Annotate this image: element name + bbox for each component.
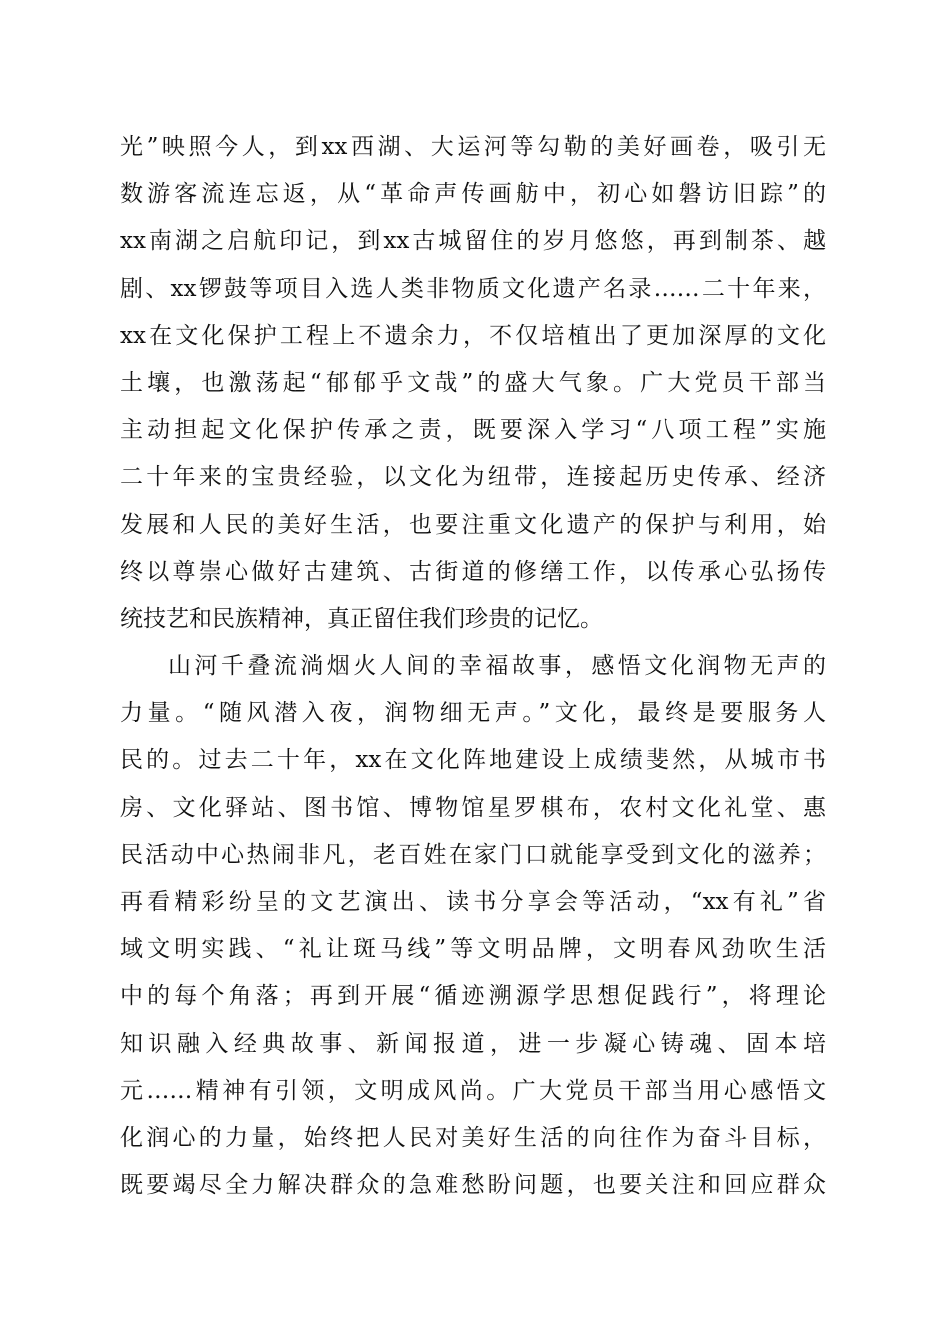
text-line: 域文明实践、“礼让斑马线”等文明品牌，文明春风劲吹生活 bbox=[120, 936, 826, 963]
text-line: 知识融入经典故事、新闻报道，进一步凝心铸魂、固本培 bbox=[120, 1030, 826, 1057]
text-line: 既要竭尽全力解决群众的急难愁盼问题，也要关注和回应群众 bbox=[120, 1172, 826, 1199]
text-line: 力量。“随风潜入夜，润物细无声。”文化，最终是要服务人 bbox=[120, 700, 826, 727]
text-line: xx南湖之启航印记，到xx古城留住的岁月悠悠，再到制茶、越 bbox=[120, 228, 826, 255]
text-line: 终以尊崇心做好古建筑、古街道的修缮工作，以传承心弘扬传 bbox=[120, 558, 826, 585]
text-line: 化润心的力量，始终把人民对美好生活的向往作为奋斗目标， bbox=[120, 1124, 826, 1151]
text-line: 民的。过去二十年，xx在文化阵地建设上成绩斐然，从城市书 bbox=[120, 747, 826, 774]
text-line: 元……精神有引领，文明成风尚。广大党员干部当用心感悟文 bbox=[120, 1077, 826, 1104]
paragraph-start-line: 山河千叠流淌烟火人间的幸福故事，感悟文化润物无声的 bbox=[168, 653, 826, 680]
text-line: 主动担起文化保护传承之责，既要深入学习“八项工程”实施 bbox=[120, 417, 826, 444]
text-line: 再看精彩纷呈的文艺演出、读书分享会等活动，“xx有礼”省 bbox=[120, 889, 826, 915]
text-line: 光”映照今人，到xx西湖、大运河等勾勒的美好画卷，吸引无 bbox=[120, 134, 826, 160]
text-line: 剧、xx锣鼓等项目入选人类非物质文化遗产名录……二十年来， bbox=[120, 275, 826, 302]
text-line: 房、文化驿站、图书馆、博物馆星罗棋布，农村文化礼堂、惠 bbox=[120, 794, 826, 821]
text-line: 土壤，也激荡起“郁郁乎文哉”的盛大气象。广大党员干部当 bbox=[120, 369, 826, 396]
text-line: xx在文化保护工程上不遗余力，不仅培植出了更加深厚的文化 bbox=[120, 322, 826, 349]
text-line: 数游客流连忘返，从“革命声传画舫中，初心如磐访旧踪”的 bbox=[120, 181, 826, 208]
paragraph-end-line: 统技艺和民族精神，真正留住我们珍贵的记忆。 bbox=[120, 605, 603, 632]
body-text bbox=[120, 124, 826, 1209]
text-line: 中的每个角落；再到开展“循迹溯源学思想促践行”，将理论 bbox=[120, 983, 826, 1010]
text-line: 民活动中心热闹非凡，老百姓在家门口就能享受到文化的滋养； bbox=[120, 841, 826, 868]
text-line: 发展和人民的美好生活，也要注重文化遗产的保护与利用，始 bbox=[120, 511, 826, 538]
text-line: 二十年来的宝贵经验，以文化为纽带，连接起历史传承、经济 bbox=[120, 464, 826, 491]
